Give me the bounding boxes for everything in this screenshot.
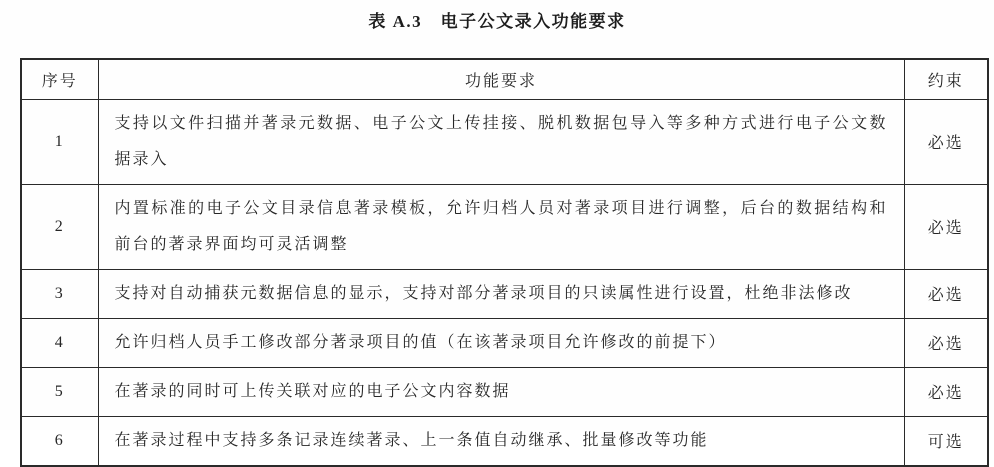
row-constraint: 必选 (904, 269, 988, 318)
header-no: 序号 (21, 59, 98, 99)
row-number: 3 (21, 269, 98, 318)
table-row (21, 184, 988, 269)
row-constraint: 必选 (904, 184, 988, 269)
table-header-row (21, 59, 988, 99)
table-row (21, 99, 988, 184)
table-caption: 表 A.3 电子公文录入功能要求 (368, 12, 626, 31)
table-row (21, 269, 988, 318)
row-number: 4 (21, 318, 98, 367)
row-number: 6 (21, 416, 98, 466)
row-constraint: 可选 (904, 416, 988, 466)
row-requirement: 内置标准的电子公文目录信息著录模板，允许归档人员对著录项目进行调整，后台的数据结构和前台的著录界面均可灵活调整 (98, 184, 904, 269)
table-row (21, 318, 988, 367)
row-number: 1 (21, 99, 98, 184)
table-row (21, 367, 988, 416)
table-row (21, 416, 988, 466)
row-constraint: 必选 (904, 367, 988, 416)
row-number: 2 (21, 184, 98, 269)
row-requirement: 支持以文件扫描并著录元数据、电子公文上传挂接、脱机数据包导入等多种方式进行电子公文数据录入 (98, 99, 904, 184)
header-requirement: 功能要求 (98, 59, 904, 99)
row-requirement: 允许归档人员手工修改部分著录项目的值（在该著录项目允许修改的前提下） (98, 318, 904, 367)
requirements-table (20, 58, 989, 467)
row-number: 5 (21, 367, 98, 416)
row-requirement: 在著录过程中支持多条记录连续著录、上一条值自动继承、批量修改等功能 (98, 416, 904, 466)
row-constraint: 必选 (904, 318, 988, 367)
row-requirement: 支持对自动捕获元数据信息的显示，支持对部分著录项目的只读属性进行设置，杜绝非法修改 (98, 269, 904, 318)
row-requirement: 在著录的同时可上传关联对应的电子公文内容数据 (98, 367, 904, 416)
row-constraint: 必选 (904, 99, 988, 184)
header-constraint: 约束 (904, 59, 988, 99)
